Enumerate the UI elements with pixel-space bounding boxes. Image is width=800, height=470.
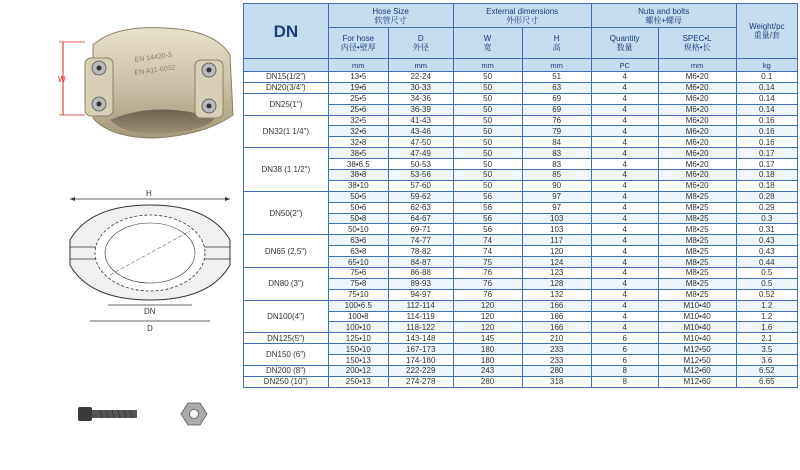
- table-cell: 3.6: [736, 355, 797, 366]
- table-cell: M6•20: [658, 137, 736, 148]
- dimension-w-label: W: [58, 75, 66, 84]
- table-cell: M6•20: [658, 159, 736, 170]
- table-cell: 63•6: [328, 235, 388, 246]
- table-cell: 143-148: [388, 333, 453, 344]
- table-cell: M8•25: [658, 278, 736, 289]
- table-cell: 75: [453, 257, 522, 268]
- drawing-h-label: H: [146, 189, 152, 198]
- table-cell: 100•6.5: [328, 300, 388, 311]
- table-cell: 4: [591, 278, 658, 289]
- table-cell: 0.43: [736, 235, 797, 246]
- table-cell: M6•20: [658, 72, 736, 83]
- table-cell: 69: [522, 93, 591, 104]
- table-cell: M10•40: [658, 311, 736, 322]
- engraving-line1: EN 14420-3: [134, 51, 173, 64]
- table-cell: M8•25: [658, 257, 736, 268]
- dn-size-cell: DN200 (8"): [244, 366, 329, 377]
- table-row: [244, 191, 798, 202]
- table-cell: 50: [453, 126, 522, 137]
- table-cell: 103: [522, 224, 591, 235]
- table-cell: 180: [453, 355, 522, 366]
- table-cell: 4: [591, 159, 658, 170]
- table-cell: 34-36: [388, 93, 453, 104]
- table-cell: 38•8: [328, 170, 388, 181]
- table-cell: 97: [522, 202, 591, 213]
- table-cell: 132: [522, 289, 591, 300]
- table-cell: 166: [522, 300, 591, 311]
- table-cell: 62-63: [388, 202, 453, 213]
- table-cell: 1.2: [736, 311, 797, 322]
- table-cell: 32•5: [328, 115, 388, 126]
- table-cell: M12•60: [658, 366, 736, 377]
- table-cell: 4: [591, 268, 658, 279]
- table-cell: 50•5: [328, 191, 388, 202]
- table-row: [244, 93, 798, 104]
- table-cell: 50: [453, 93, 522, 104]
- table-row: [244, 115, 798, 126]
- table-cell: 4: [591, 235, 658, 246]
- table-cell: 76: [453, 278, 522, 289]
- table-cell: 210: [522, 333, 591, 344]
- table-cell: 167-173: [388, 344, 453, 355]
- unit-cell: mm: [328, 59, 388, 72]
- w-subheader: W 宽: [453, 28, 522, 59]
- table-cell: 112-114: [388, 300, 453, 311]
- table-row: [244, 366, 798, 377]
- table-cell: 56: [453, 213, 522, 224]
- table-cell: 25•6: [328, 104, 388, 115]
- table-cell: 59-62: [388, 191, 453, 202]
- table-cell: 3.5: [736, 344, 797, 355]
- dn-size-cell: DN65 (2.5"): [244, 235, 329, 268]
- table-cell: 0.16: [736, 115, 797, 126]
- unit-cell: mm: [658, 59, 736, 72]
- weight-header: Weight/pc 重量/套: [736, 4, 797, 59]
- table-cell: M8•25: [658, 224, 736, 235]
- table-cell: 120: [453, 311, 522, 322]
- table-cell: 75•8: [328, 278, 388, 289]
- table-cell: 8: [591, 376, 658, 387]
- table-cell: M6•20: [658, 180, 736, 191]
- table-cell: 69-71: [388, 224, 453, 235]
- table-cell: 50: [453, 148, 522, 159]
- table-cell: 50•6: [328, 202, 388, 213]
- table-cell: 150•10: [328, 344, 388, 355]
- table-cell: 0.31: [736, 224, 797, 235]
- table-cell: 84: [522, 137, 591, 148]
- table-cell: 53-56: [388, 170, 453, 181]
- drawing-d-label: D: [147, 324, 153, 333]
- table-cell: 280: [522, 366, 591, 377]
- table-cell: M6•20: [658, 104, 736, 115]
- table-cell: M12•50: [658, 355, 736, 366]
- table-cell: 4: [591, 202, 658, 213]
- table-cell: 83: [522, 148, 591, 159]
- table-cell: 4: [591, 180, 658, 191]
- table-cell: 0.5: [736, 268, 797, 279]
- dn-size-cell: DN15(1/2"): [244, 72, 329, 83]
- table-cell: 38•6.5: [328, 159, 388, 170]
- illustration-panel: [0, 0, 240, 470]
- table-cell: 0.28: [736, 191, 797, 202]
- table-cell: 78-82: [388, 246, 453, 257]
- spec-subheader: SPEC•L 规格•长: [658, 28, 736, 59]
- table-cell: 0.1: [736, 72, 797, 83]
- table-cell: M10•40: [658, 333, 736, 344]
- table-cell: 120: [453, 322, 522, 333]
- table-cell: 50•8: [328, 213, 388, 224]
- table-cell: 6: [591, 333, 658, 344]
- table-cell: 6.65: [736, 376, 797, 387]
- table-cell: 166: [522, 311, 591, 322]
- table-cell: 120: [453, 300, 522, 311]
- table-cell: 57-60: [388, 180, 453, 191]
- spec-table: [243, 3, 798, 388]
- table-cell: 166: [522, 322, 591, 333]
- table-cell: 100•8: [328, 311, 388, 322]
- dn-column-header: DN: [244, 4, 329, 59]
- table-row: [244, 148, 798, 159]
- table-cell: M8•25: [658, 268, 736, 279]
- table-cell: 0.18: [736, 170, 797, 181]
- table-cell: 43-46: [388, 126, 453, 137]
- quantity-subheader: Quantity 数量: [591, 28, 658, 59]
- dn-size-cell: DN80 (3"): [244, 268, 329, 301]
- dn-size-cell: DN150 (6"): [244, 344, 329, 366]
- table-cell: 274-278: [388, 376, 453, 387]
- table-cell: 22-24: [388, 72, 453, 83]
- table-cell: 6: [591, 355, 658, 366]
- dn-size-cell: DN250 (10"): [244, 376, 329, 387]
- table-cell: 114-119: [388, 311, 453, 322]
- table-cell: 38•5: [328, 148, 388, 159]
- table-cell: M6•20: [658, 115, 736, 126]
- table-cell: 0.3: [736, 213, 797, 224]
- table-cell: 128: [522, 278, 591, 289]
- table-cell: M6•20: [658, 170, 736, 181]
- table-cell: 47-49: [388, 148, 453, 159]
- table-cell: 4: [591, 126, 658, 137]
- table-cell: M8•25: [658, 202, 736, 213]
- dn-size-cell: DN100(4"): [244, 300, 329, 333]
- table-cell: 2.1: [736, 333, 797, 344]
- table-cell: M12•50: [658, 344, 736, 355]
- table-cell: 97: [522, 191, 591, 202]
- table-cell: 0.14: [736, 93, 797, 104]
- table-cell: 38•10: [328, 180, 388, 191]
- table-cell: M6•20: [658, 126, 736, 137]
- table-cell: 4: [591, 191, 658, 202]
- table-cell: 94-97: [388, 289, 453, 300]
- d-subheader: D 外径: [388, 28, 453, 59]
- table-cell: 4: [591, 170, 658, 181]
- dn-size-cell: DN50(2"): [244, 191, 329, 235]
- table-cell: 4: [591, 115, 658, 126]
- table-cell: 200•12: [328, 366, 388, 377]
- table-cell: 0.29: [736, 202, 797, 213]
- table-row: [244, 268, 798, 279]
- table-cell: M8•25: [658, 213, 736, 224]
- table-cell: 6.52: [736, 366, 797, 377]
- table-row: [244, 235, 798, 246]
- table-cell: 123: [522, 268, 591, 279]
- table-cell: 63: [522, 82, 591, 93]
- table-cell: 4: [591, 224, 658, 235]
- table-cell: 4: [591, 257, 658, 268]
- table-cell: 243: [453, 366, 522, 377]
- dn-size-cell: DN32(1 1/4"): [244, 115, 329, 148]
- table-cell: 0.16: [736, 137, 797, 148]
- table-cell: M8•25: [658, 246, 736, 257]
- table-cell: 30-33: [388, 82, 453, 93]
- table-cell: 50: [453, 82, 522, 93]
- table-cell: 47-50: [388, 137, 453, 148]
- table-cell: 145: [453, 333, 522, 344]
- table-cell: 50-53: [388, 159, 453, 170]
- h-subheader: H 高: [522, 28, 591, 59]
- table-cell: 233: [522, 355, 591, 366]
- table-cell: 222-229: [388, 366, 453, 377]
- table-cell: 0.5: [736, 278, 797, 289]
- table-cell: 150•13: [328, 355, 388, 366]
- table-cell: 84-87: [388, 257, 453, 268]
- table-cell: 4: [591, 104, 658, 115]
- table-cell: 89-93: [388, 278, 453, 289]
- table-cell: 8: [591, 366, 658, 377]
- table-cell: 118-122: [388, 322, 453, 333]
- table-cell: 4: [591, 93, 658, 104]
- table-cell: 4: [591, 82, 658, 93]
- table-cell: 120: [522, 246, 591, 257]
- bolt-and-nut-image: [70, 395, 220, 435]
- table-cell: 74-77: [388, 235, 453, 246]
- table-cell: M8•25: [658, 191, 736, 202]
- external-dimensions-header: External dimensions 外形尺寸: [453, 4, 591, 28]
- table-cell: 4: [591, 148, 658, 159]
- table-cell: 76: [453, 289, 522, 300]
- table-cell: 125•10: [328, 333, 388, 344]
- dn-size-cell: DN20(3/4"): [244, 82, 329, 93]
- table-cell: M10•40: [658, 322, 736, 333]
- dn-size-cell: DN125(5"): [244, 333, 329, 344]
- table-cell: 74: [453, 246, 522, 257]
- table-cell: 4: [591, 213, 658, 224]
- table-cell: 4: [591, 311, 658, 322]
- table-cell: 50: [453, 72, 522, 83]
- table-cell: M12•60: [658, 376, 736, 387]
- table-cell: 74: [453, 235, 522, 246]
- table-cell: 75•6: [328, 268, 388, 279]
- table-cell: 50: [453, 137, 522, 148]
- table-row: [244, 82, 798, 93]
- table-cell: 124: [522, 257, 591, 268]
- table-cell: 4: [591, 300, 658, 311]
- unit-blank: [244, 59, 329, 72]
- table-cell: 86-88: [388, 268, 453, 279]
- table-cell: 63•8: [328, 246, 388, 257]
- table-cell: 76: [453, 268, 522, 279]
- table-row: [244, 300, 798, 311]
- dn-size-cell: DN25(1"): [244, 93, 329, 115]
- table-cell: 280: [453, 376, 522, 387]
- table-cell: 19•6: [328, 82, 388, 93]
- table-cell: 4: [591, 246, 658, 257]
- table-cell: M8•25: [658, 289, 736, 300]
- table-cell: 76: [522, 115, 591, 126]
- hose-size-header: Hose Size 软管尺寸: [328, 4, 453, 28]
- table-cell: 250•13: [328, 376, 388, 387]
- table-cell: 50: [453, 170, 522, 181]
- table-cell: M6•20: [658, 82, 736, 93]
- table-cell: 233: [522, 344, 591, 355]
- table-cell: 0.17: [736, 148, 797, 159]
- table-cell: 0.52: [736, 289, 797, 300]
- table-cell: 0.14: [736, 82, 797, 93]
- nuts-bolts-header: Nuts and bolts 螺栓+螺母: [591, 4, 736, 28]
- table-cell: 41-43: [388, 115, 453, 126]
- table-cell: 0.44: [736, 257, 797, 268]
- unit-cell: kg: [736, 59, 797, 72]
- table-cell: 0.18: [736, 180, 797, 191]
- table-row: [244, 333, 798, 344]
- table-cell: 83: [522, 159, 591, 170]
- table-cell: 0.17: [736, 159, 797, 170]
- table-cell: 25•5: [328, 93, 388, 104]
- table-cell: 117: [522, 235, 591, 246]
- table-cell: 50•10: [328, 224, 388, 235]
- table-cell: 56: [453, 202, 522, 213]
- unit-cell: PC: [591, 59, 658, 72]
- table-cell: 4: [591, 289, 658, 300]
- table-cell: 6: [591, 344, 658, 355]
- table-cell: 56: [453, 191, 522, 202]
- table-cell: 0.14: [736, 104, 797, 115]
- table-cell: 13•5: [328, 72, 388, 83]
- dn-size-cell: DN38 (1 1/2"): [244, 148, 329, 192]
- table-row: [244, 344, 798, 355]
- table-row: [244, 376, 798, 387]
- table-cell: 180: [453, 344, 522, 355]
- table-cell: 64-67: [388, 213, 453, 224]
- table-cell: 50: [453, 115, 522, 126]
- table-cell: 4: [591, 137, 658, 148]
- table-cell: 69: [522, 104, 591, 115]
- table-cell: 4: [591, 322, 658, 333]
- unit-cell: mm: [522, 59, 591, 72]
- engraving-line2: EN A11-6032: [134, 64, 177, 77]
- table-cell: 1.6: [736, 322, 797, 333]
- table-cell: M6•20: [658, 93, 736, 104]
- table-cell: 32•6: [328, 126, 388, 137]
- inner-wall-subheader: For hose 内径•壁厚: [328, 28, 388, 59]
- unit-cell: mm: [453, 59, 522, 72]
- table-cell: 318: [522, 376, 591, 387]
- table-cell: 0.43: [736, 246, 797, 257]
- table-cell: 65•10: [328, 257, 388, 268]
- table-cell: M8•25: [658, 235, 736, 246]
- table-cell: 50: [453, 180, 522, 191]
- table-cell: 85: [522, 170, 591, 181]
- table-cell: 50: [453, 104, 522, 115]
- table-cell: 103: [522, 213, 591, 224]
- clamp-photo: [55, 20, 245, 150]
- table-cell: 4: [591, 72, 658, 83]
- technical-drawing: [50, 185, 250, 335]
- table-cell: 90: [522, 180, 591, 191]
- table-cell: 79: [522, 126, 591, 137]
- table-cell: 174-180: [388, 355, 453, 366]
- table-cell: 0.16: [736, 126, 797, 137]
- table-cell: 36-39: [388, 104, 453, 115]
- table-cell: 51: [522, 72, 591, 83]
- drawing-dn-label: DN: [144, 307, 156, 316]
- table-cell: M10•40: [658, 300, 736, 311]
- table-row: [244, 72, 798, 83]
- table-cell: 100•10: [328, 322, 388, 333]
- table-cell: 75•10: [328, 289, 388, 300]
- table-cell: 32•8: [328, 137, 388, 148]
- table-cell: 1.2: [736, 300, 797, 311]
- table-cell: M6•20: [658, 148, 736, 159]
- unit-cell: mm: [388, 59, 453, 72]
- table-cell: 50: [453, 159, 522, 170]
- table-cell: 56: [453, 224, 522, 235]
